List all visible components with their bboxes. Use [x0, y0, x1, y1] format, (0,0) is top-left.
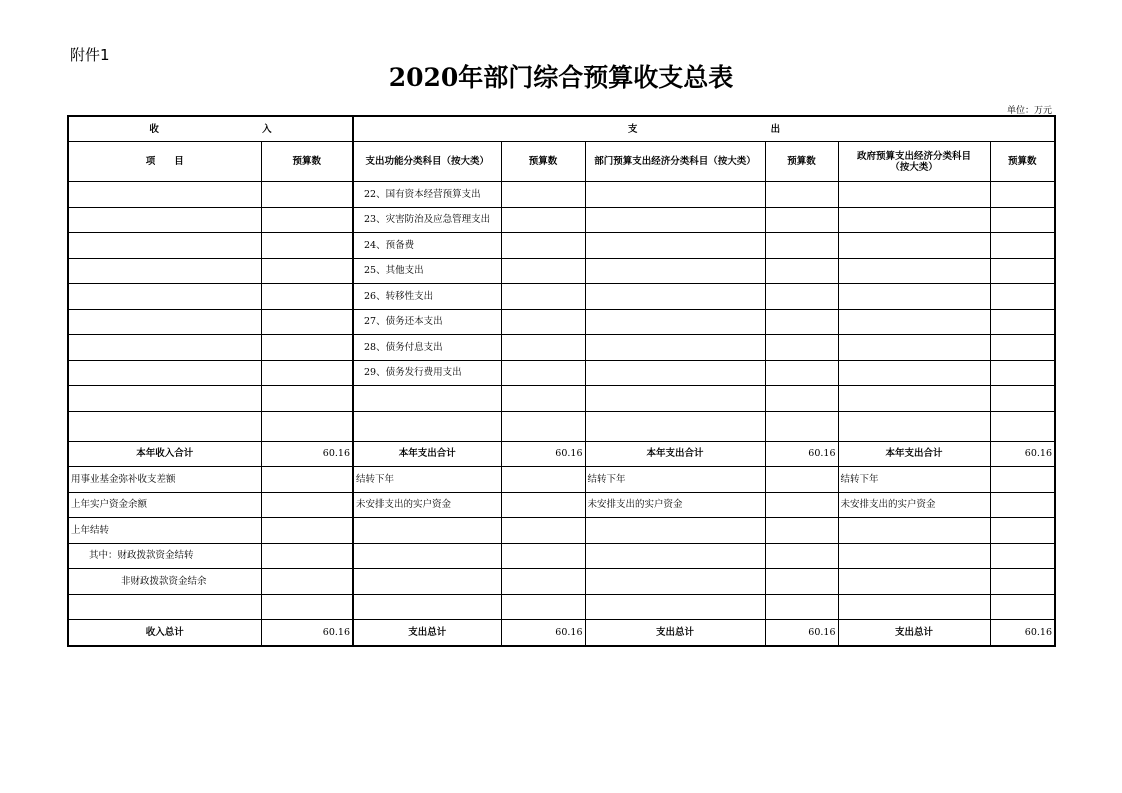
attachment-label: 附件1	[70, 46, 110, 64]
table-row-empty	[68, 386, 1055, 412]
unit-label: 单位：万元	[1006, 106, 1052, 116]
table-row	[68, 182, 1055, 208]
year-dept-total-value: 60.16	[765, 441, 838, 467]
table-row	[68, 518, 1055, 544]
gov-unallocated-funds: 未安排支出的实户资金	[838, 492, 990, 518]
table-row	[68, 569, 1055, 595]
year-income-total-label: 本年收入合计	[68, 441, 261, 467]
func-item-22: 22、国有资本经营预算支出	[353, 182, 501, 208]
table-row	[68, 543, 1055, 569]
page-title: 2020年部门综合预算收支总表	[388, 63, 734, 92]
expense-group-header	[353, 116, 1055, 142]
table-row	[68, 309, 1055, 335]
income-fiscal-carryover: 其中：财政拨款资金结转	[68, 543, 261, 569]
table-row	[68, 467, 1055, 493]
grand-dept-total-value: 60.16	[765, 620, 838, 646]
col-header-dept-budget: 预算数	[765, 142, 838, 182]
grand-gov-total-value: 60.16	[990, 620, 1055, 646]
expense-group-char-b: 出	[770, 123, 781, 135]
table-row-empty	[68, 594, 1055, 620]
grand-income-total-value: 60.16	[261, 620, 353, 646]
income-group-char-b: 入	[262, 123, 272, 135]
year-func-total-label: 本年支出合计	[353, 441, 501, 467]
grand-func-total-label: 支出总计	[353, 620, 501, 646]
year-dept-total-label: 本年支出合计	[585, 441, 765, 467]
grand-income-total-label: 收入总计	[68, 620, 261, 646]
income-group-char-a: 收	[149, 123, 159, 135]
income-prior-year-balance: 上年实户资金余额	[68, 492, 261, 518]
table-row	[68, 233, 1055, 259]
col-header-func-budget: 预算数	[501, 142, 585, 182]
year-income-total-value: 60.16	[261, 441, 353, 467]
gov-carry-next-year: 结转下年	[838, 467, 990, 493]
func-unallocated-funds: 未安排支出的实户资金	[353, 492, 501, 518]
income-fund-subsidy: 用事业基金弥补收支差额	[68, 467, 261, 493]
year-gov-total-label: 本年支出合计	[838, 441, 990, 467]
group-header-row	[68, 116, 1055, 142]
col-header-dept-econ-class: 部门预算支出经济分类科目（按大类）	[585, 142, 765, 182]
grand-dept-total-label: 支出总计	[585, 620, 765, 646]
year-total-row	[68, 441, 1055, 467]
table-row	[68, 207, 1055, 233]
func-item-27: 27、债务还本支出	[353, 309, 501, 335]
grand-func-total-value: 60.16	[501, 620, 585, 646]
column-header-row	[68, 142, 1055, 182]
gov-econ-class-line1: 政府预算支出经济分类科目	[856, 150, 971, 162]
table-row	[68, 284, 1055, 310]
year-gov-total-value: 60.16	[990, 441, 1055, 467]
col-header-gov-econ-class	[838, 142, 990, 182]
dept-unallocated-funds: 未安排支出的实户资金	[585, 492, 765, 518]
table-row	[68, 335, 1055, 361]
func-item-25: 25、其他支出	[353, 258, 501, 284]
func-item-26: 26、转移性支出	[353, 284, 501, 310]
col-header-func-class: 支出功能分类科目（按大类）	[353, 142, 501, 182]
income-prior-year-carryover: 上年结转	[68, 518, 261, 544]
year-func-total-value: 60.16	[501, 441, 585, 467]
table-row	[68, 360, 1055, 386]
budget-summary-table	[67, 115, 1056, 647]
income-group-header	[68, 116, 353, 142]
gov-econ-class-line2: （按大类）	[890, 161, 938, 173]
col-header-item: 项 目	[68, 142, 261, 182]
expense-group-char-a: 支	[627, 123, 638, 135]
income-nonfiscal-balance: 非财政拨款资金结余	[68, 569, 261, 595]
col-header-gov-budget: 预算数	[990, 142, 1055, 182]
grand-total-row	[68, 620, 1055, 646]
func-item-23: 23、灾害防治及应急管理支出	[353, 207, 501, 233]
table-row	[68, 258, 1055, 284]
func-carry-next-year: 结转下年	[353, 467, 501, 493]
table-row-empty	[68, 411, 1055, 441]
func-item-29: 29、债务发行费用支出	[353, 360, 501, 386]
dept-carry-next-year: 结转下年	[585, 467, 765, 493]
grand-gov-total-label: 支出总计	[838, 620, 990, 646]
col-header-income-budget: 预算数	[261, 142, 353, 182]
func-item-28: 28、债务付息支出	[353, 335, 501, 361]
table-row	[68, 492, 1055, 518]
func-item-24: 24、预备费	[353, 233, 501, 259]
